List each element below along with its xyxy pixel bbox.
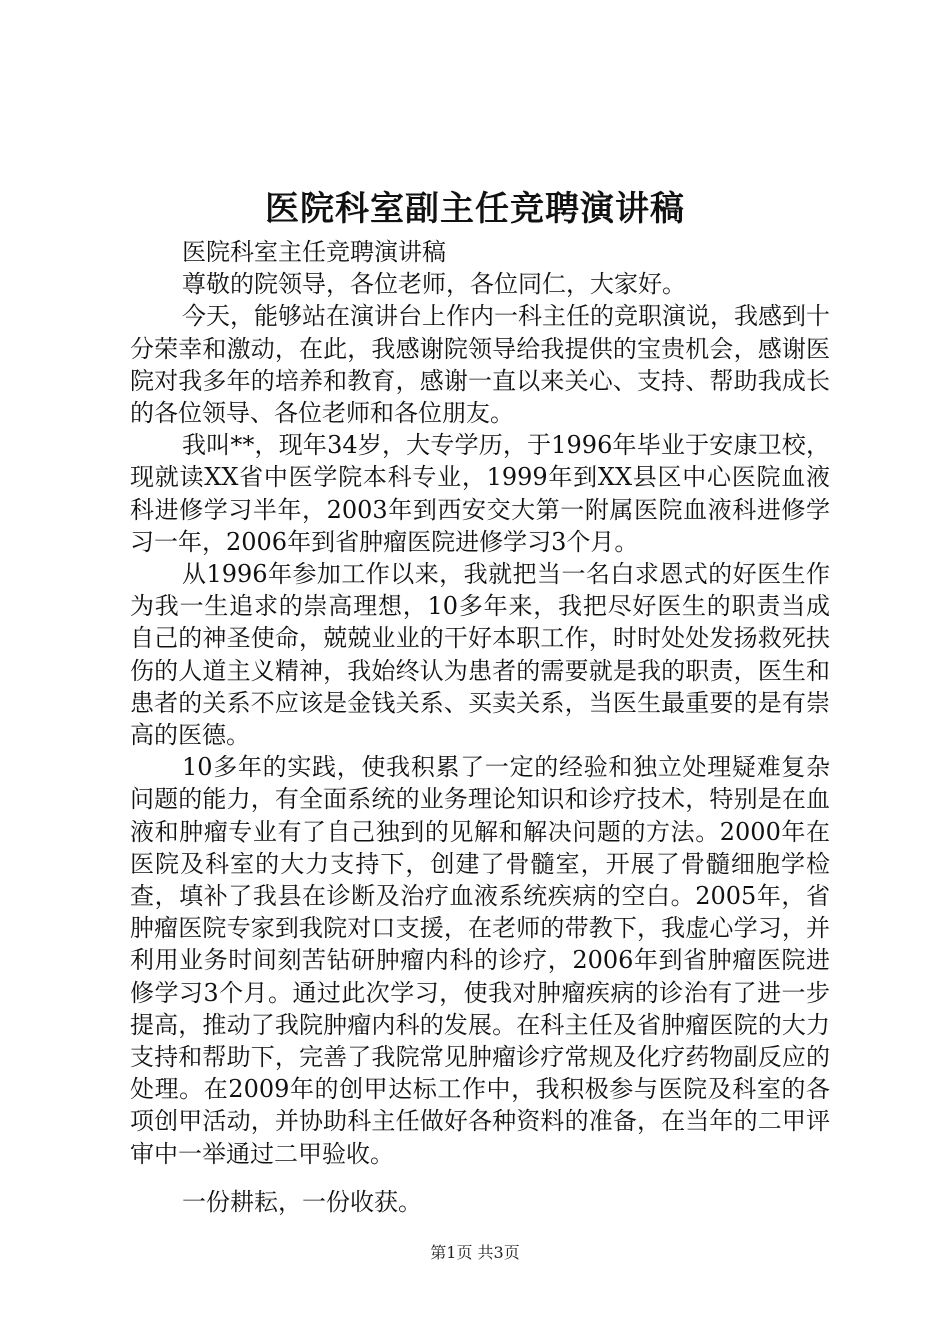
paragraph-subtitle: 医院科室主任竞聘演讲稿	[182, 238, 446, 266]
paragraph-experience: 10多年的实践，使我积累了一定的经验和独立处理疑难复杂问题的能力，有全面系统的业务理论知识和诊疗技术，特别是在血液和肿瘤专业有了自己独到的见解和解决问题的方法。2000年在医院及科室的大力支持下，创建了骨髓室，开展了骨髓细胞学检查，填补了我县在诊断及治疗血液系统疾病的空白。2005年，省肿瘤医院专家到我院对口支援，在老师的带教下，我虚心学习，并利用业务时间刻苦钻研肿瘤内科的诊疗，2006年到省肿瘤医院进修学习3个月。通过此次学习，使我对肿瘤疾病的诊治有了进一步提高，推动了我院肿瘤内科的发展。在科主任及省肿瘤医院的大力支持和帮助下，完善了我院常见肿瘤诊疗常规及化疗药物副反应的处理。在2009年的创甲达标工作中，我积极参与医院及科室的各项创甲活动，并协助科主任做好各种资料的准备，在当年的二甲评审中一举通过二甲验收。	[130, 753, 830, 1168]
document-body	[130, 236, 830, 1218]
page-number: 第1页 共3页	[430, 1243, 520, 1262]
paragraph-ideals: 从1996年参加工作以来，我就把当一名白求恩式的好医生作为我一生追求的崇高理想，10多年来，我把尽好医生的职责当成自己的神圣使命，兢兢业业的干好本职工作，时时处处发扬救死扶伤的人道主义精神，我始终认为患者的需要就是我的职责，医生和患者的关系不应该是金钱关系、买卖关系，当医生最重要的是有崇高的医德。	[130, 560, 830, 750]
paragraph-closing: 一份耕耘，一份收获。	[182, 1187, 422, 1216]
document-title: 医院科室副主任竞聘演讲稿	[265, 189, 685, 229]
paragraph-background: 我叫**，现年34岁，大专学历，于1996年毕业于安康卫校，现就读XX省中医学院本科专业，1999年到XX县区中心医院血液科进修学习半年，2003年到西安交大第一附属医院血液科进修学习一年，2006年到省肿瘤医院进修学习3个月。	[130, 431, 830, 556]
paragraph-opening: 今天，能够站在演讲台上作内一科主任的竞职演说，我感到十分荣幸和激动，在此，我感谢院领导给我提供的宝贵机会，感谢医院对我多年的培养和教育，感谢一直以来关心、支持、帮助我成长的各位领导、各位老师和各位朋友。	[130, 302, 830, 428]
paragraph-greeting: 尊敬的院领导，各位老师，各位同仁，大家好。	[182, 270, 686, 299]
